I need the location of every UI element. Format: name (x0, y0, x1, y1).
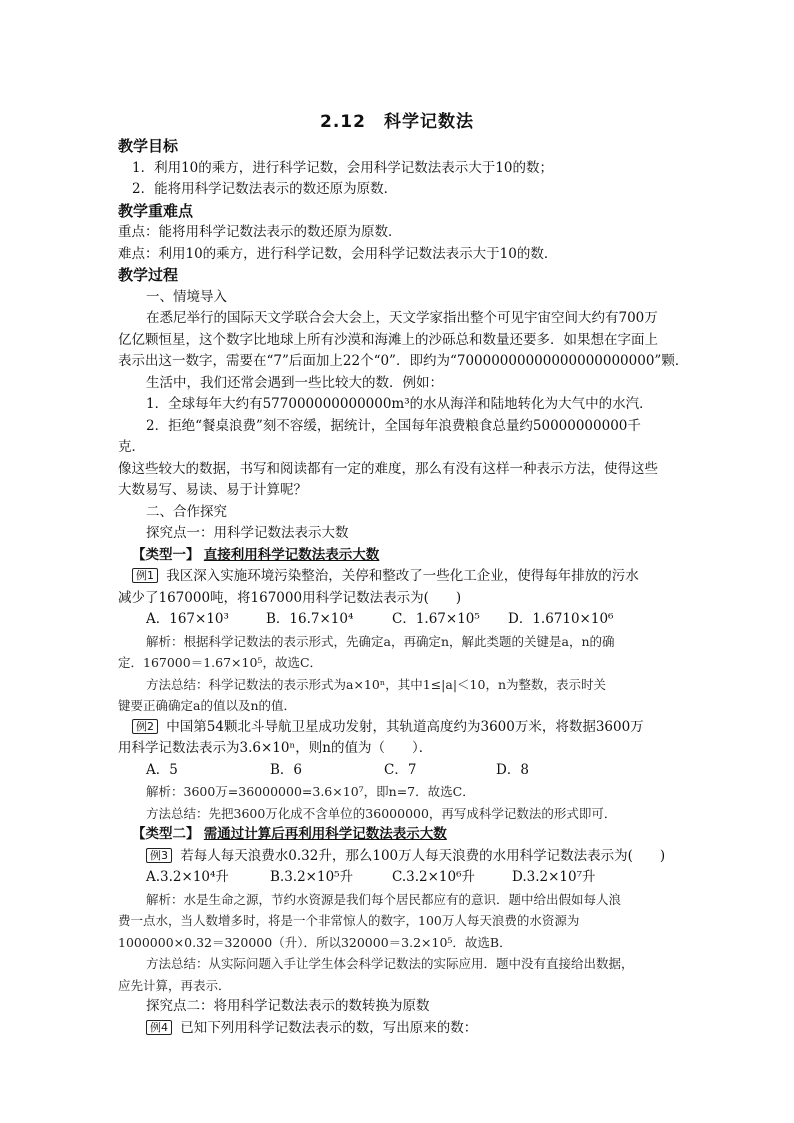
list-item: 2．拒绝“餐桌浪费”刻不容缓，据统计，全国每年浪费粮食总量约50000000000千 (146, 417, 641, 434)
option: A.3.2×10⁴升 (146, 869, 229, 885)
paragraph-line: 表示出这一数字，需要在“7”后面加上22个“0”．即约为“70000000000000000000000”颗． (118, 353, 689, 369)
option: C．7 (384, 761, 417, 778)
goal-item: 2．能将用科学记数法表示的数还原为原数． (132, 181, 398, 197)
example-options (118, 867, 678, 889)
option: D.3.2×10⁷升 (512, 869, 596, 885)
example-text: 用科学记数法表示为3.6×10ⁿ，则n的值为（ ）． (118, 740, 433, 756)
example-text: 若每人每天浪费水0.32升，那么100万人每天浪费的水用科学记数法表示为( ) (180, 847, 666, 864)
example-badge: 例2 (132, 719, 158, 734)
type-title: 需通过计算后再利用科学记数法表示大数 (203, 826, 447, 842)
key-point: 重点：能将用科学记数法表示的数还原为原数． (118, 224, 402, 240)
option: B．16.7×10⁴ (266, 611, 354, 627)
analysis-text: 解析：水是生命之源，节约水资源是我们每个居民都应有的意识．题中给出假如每人浪 (146, 891, 622, 907)
document-body (118, 136, 689, 1039)
analysis-text: 1000000×0.32＝320000（升）．所以320000＝3.2×10⁵．故选B． (118, 934, 512, 950)
option: A．167×10³ (146, 611, 229, 627)
list-item-cont: 克． (118, 439, 145, 455)
list-item: 1．全球每年大约有577000000000000m³的水从海洋和陆地转化为大气中的水汽． (146, 396, 653, 412)
paragraph-line: 亿亿颗恒星，这个数字比地球上所有沙漠和海滩上的沙砾总和数量还要多．如果想在字面上 (118, 331, 658, 348)
option: D．1.6710×10⁶ (508, 611, 614, 627)
type-heading-2 (118, 824, 678, 846)
example-badge: 例3 (146, 848, 172, 863)
summary-text: 键要正确确定a的值以及n的值． (118, 698, 297, 713)
example-3 (118, 846, 678, 868)
summary-text: 方法总结：科学记数法的表示形式为a×10ⁿ，其中1≤|a|＜10，n为整数，表示时关 (146, 676, 606, 692)
option: A．5 (146, 761, 178, 778)
section-heading-process: 教学过程 (118, 266, 179, 284)
analysis-text: 解析：根据科学记数法的表示形式，先确定a，再确定n，解此类题的关键是a，n的确 (146, 633, 615, 649)
goal-item: 1．利用10的乘方，进行科学记数，会用科学记数法表示大于10的数； (132, 159, 553, 176)
page-title: 2.12 科学记数法 (320, 112, 474, 132)
hard-point: 难点：利用10的乘方，进行科学记数，会用科学记数法表示大于10的数． (118, 245, 558, 262)
summary-text: 应先计算，再表示． (118, 977, 231, 993)
paragraph-line: 像这些较大的数据，书写和阅读都有一定的难度，那么有没有这样一种表示方法，使得这些 (118, 460, 658, 477)
option: C．1.67×10⁵ (392, 611, 480, 627)
example-2 (118, 717, 678, 739)
section-heading-difficulty: 教学重难点 (118, 201, 194, 220)
example-text: 我区深入实施环境污染整治，关停和整改了一些化工企业，使得每年排放的污水 (166, 568, 639, 584)
example-text: 减少了167000吨，将167000用科学记数法表示为( ) (118, 589, 462, 606)
example-1 (118, 566, 678, 588)
example-options (118, 609, 678, 631)
paragraph-line: 生活中，我们还常会遇到一些比较大的数．例如： (146, 374, 443, 391)
subheading-coop: 二、合作探究 (146, 503, 227, 520)
option: C.3.2×10⁶升 (392, 869, 476, 885)
example-text: 已知下列用科学记数法表示的数，写出原来的数： (180, 1019, 478, 1036)
paragraph-line: 在悉尼举行的国际天文学联合会大会上，天文学家指出整个可见宇宙空间大约有700万 (146, 310, 658, 326)
analysis-text: 解析：3600万=36000000=3.6×10⁷，即n=7．故选C． (146, 784, 475, 799)
section-heading-goals: 教学目标 (118, 137, 179, 155)
paragraph-line: 大数易写、易读、易于计算呢？ (118, 482, 307, 498)
option: B.3.2×10⁵升 (270, 869, 354, 885)
subheading-intro: 一、情境导入 (146, 288, 227, 305)
type-heading-1 (118, 545, 678, 567)
analysis-text: 定．167000＝1.67×10⁵，故选C． (118, 655, 323, 670)
option: D．8 (496, 761, 529, 778)
analysis-text: 费一点水，当人数增多时，将是一个非常惊人的数字，100万人每天浪费的水资源为 (118, 913, 580, 928)
type-title: 直接利用科学记数法表示大数 (203, 546, 380, 563)
option: B．6 (270, 761, 303, 778)
explore-point-2: 探究点二：将用科学记数法表示的数转换为原数 (146, 998, 430, 1014)
example-badge: 例4 (146, 1020, 172, 1035)
example-4 (118, 1018, 678, 1040)
example-options (118, 760, 678, 782)
explore-point-1: 探究点一：用科学记数法表示大数 (146, 525, 349, 541)
type-label: 【类型二】 (132, 826, 200, 842)
example-text: 中国第54颗北斗导航卫星成功发射，其轨道高度约为3600万米，将数据3600万 (166, 718, 644, 735)
summary-text: 方法总结：先把3600万化成不含单位的36000000，再写成科学记数法的形式即可． (146, 805, 617, 821)
type-label: 【类型一】 (132, 546, 200, 563)
example-badge: 例1 (132, 568, 158, 583)
summary-text: 方法总结：从实际问题入手让学生体会科学记数法的实际应用．题中没有直接给出数据， (146, 956, 634, 971)
